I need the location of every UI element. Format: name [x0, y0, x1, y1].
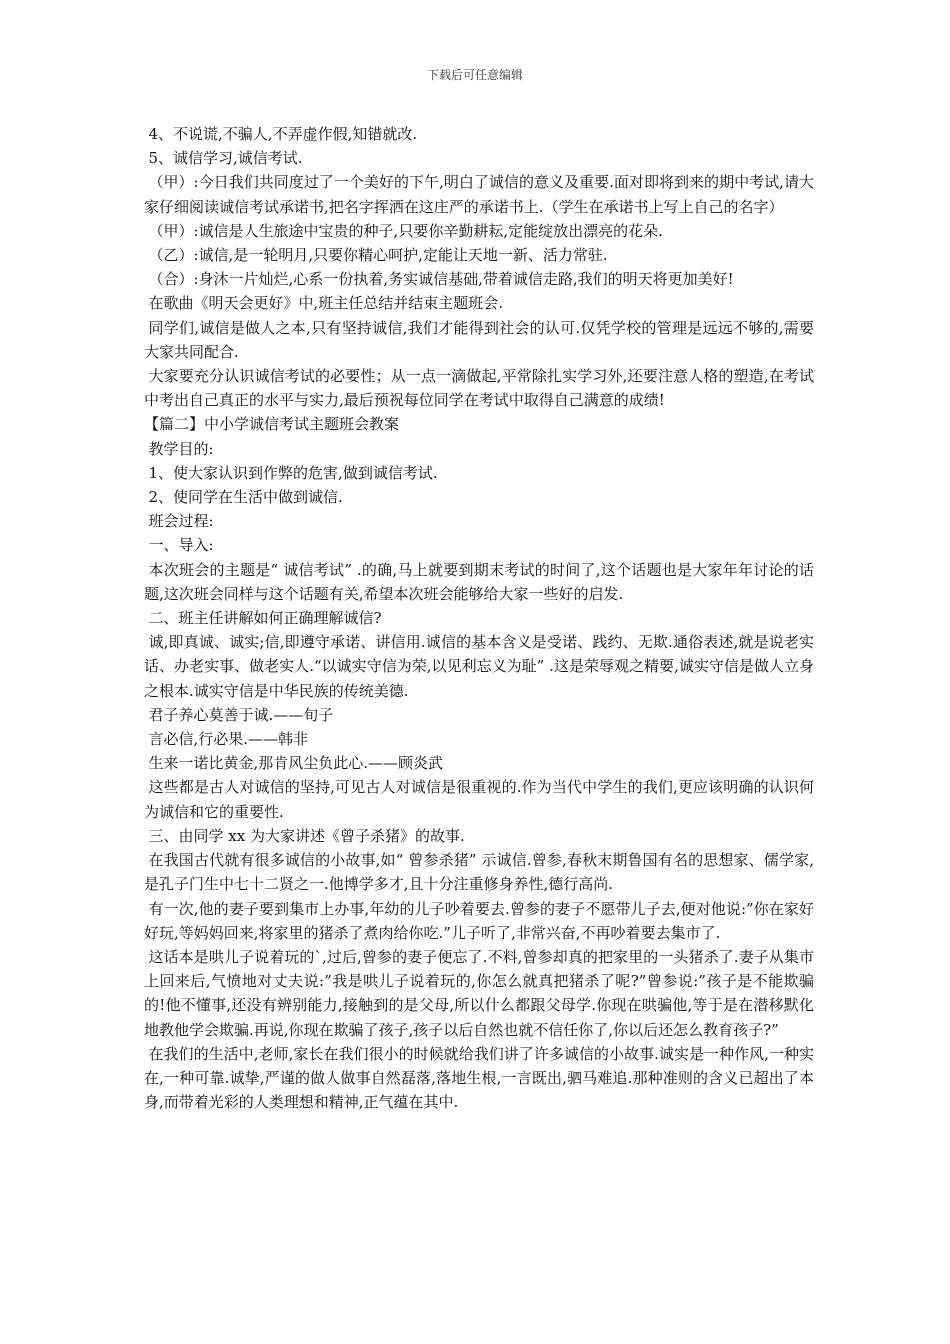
paragraph: 同学们,诚信是做人之本,只有坚持诚信,我们才能得到社会的认可.仅凭学校的管理是远远不够的,需要大家共同配合.: [144, 318, 814, 361]
paragraph: 三、由同学 xx 为大家讲述《曾子杀猪》的故事.: [148, 826, 465, 845]
paragraph: 1、使大家认识到作弊的危害,做到诚信考试.: [148, 463, 438, 482]
paragraph: 班会过程:: [148, 512, 214, 531]
paragraph: 这些都是古人对诚信的坚持,可见古人对诚信是很重视的.作为当代中学生的我们,更应该明确的认识何为诚信和它的重要性.: [144, 778, 814, 821]
quote-line: 生来一诺比黄金,那肯风尘负此心.——顾炎武: [148, 754, 444, 773]
paragraph: 在歌曲《明天会更好》中,班主任总结并结束主题班会.: [148, 294, 504, 313]
section-heading: 【篇二】中小学诚信考试主题班会教案: [144, 415, 400, 434]
paragraph: 教学目的:: [148, 439, 214, 458]
paragraph: 4、不说谎,不骗人,不弄虚作假,知错就改.: [148, 125, 418, 143]
paragraph: 5、诚信学习,诚信考试.: [148, 149, 303, 168]
paragraph: （甲）:今日我们共同度过了一个美好的下午,明白了诚信的意义及重要.面对即将到来的期中考试,请大家仔细阅读诚信考试承诺书,把名字挥洒在这庄严的承诺书上.（学生在承诺书上写上自己的名字）: [144, 173, 814, 216]
paragraph: 本次班会的主题是“ 诚信考试” .的确,马上就要到期末考试的时间了,这个话题也是大家年年讨论的话题,这次班会同样与这个话题有关,希望本次班会能够给大家一些好的启发.: [144, 560, 814, 603]
paragraph: 二、班主任讲解如何正确理解诚信?: [148, 609, 382, 628]
paragraph: （甲）:诚信是人生旅途中宝贵的种子,只要你辛勤耕耘,定能绽放出漂亮的花朵.: [148, 221, 663, 240]
paragraph: 这话本是哄儿子说着玩的`,过后,曾参的妻子便忘了.不料,曾参却真的把家里的一头猪杀了.妻子从集市上回来后,气愤地对丈夫说:”我是哄儿子说着玩的,你怎么就真把猪杀了呢?”曾参说:”孩子是不能欺骗的!他不懂事,还没有辨别能力,接触到的是父母,所以什么都跟父母学.你现在哄骗他,等于是在潜移默化地教他学会欺骗.再说,你现在欺骗了孩子,孩子以后自然也就不信任你了,你以后还怎么教育孩子?”: [144, 947, 814, 1039]
paragraph: （乙）:诚信,是一轮明月,只要你精心呵护,定能让天地一新、活力常驻.: [148, 246, 608, 265]
paragraph: 诚,即真诚、诚实;信,即遵守承诺、讲信用.诚信的基本含义是受诺、践约、无欺.通俗表述,就是说老实话、办老实事、做老实人.“以诚实守信为荣,以见利忘义为耻” .这是荣辱观之精要,诚实守信是做人立身之根本.诚实守信是中华民族的传统美德.: [144, 633, 814, 700]
quote-line: 君子养心莫善于诚.——旬子: [148, 705, 334, 724]
paragraph: 2、使同学在生活中做到诚信.: [148, 488, 343, 507]
paragraph: 大家要充分认识诚信考试的必要性；从一点一滴做起,平常除扎实学习外,还要注意人格的塑造,在考试中考出自己真正的水平与实力,最后预祝每位同学在考试中取得自己满意的成绩!: [144, 367, 814, 410]
paragraph: （合）:身沐一片灿烂,心系一份执着,务实诚信基础,带着诚信走路,我们的明天将更加美好!: [148, 270, 734, 289]
page-header: 下载后可任意编辑: [426, 68, 523, 82]
paragraph: 在我们的生活中,老师,家长在我们很小的时候就给我们讲了许多诚信的小故事.诚实是一种作风,一种实在,一种可靠.诚挚,严谨的做人做事自然磊落,落地生根,一言既出,驷马难追.那种准则的含义已超出了本身,而带着光彩的人类理想和精神,正气蕴在其中.: [144, 1044, 814, 1112]
paragraph: 有一次,他的妻子要到集市上办事,年幼的儿子吵着要去.曾参的妻子不愿带儿子去,便对他说:”你在家好好玩,等妈妈回来,将家里的猪杀了煮肉给你吃.”儿子听了,非常兴奋,不再吵着要去集市了.: [144, 899, 814, 942]
paragraph: 一、导入:: [148, 536, 214, 555]
quote-line: 言必信,行必果.——韩非: [148, 730, 309, 749]
paragraph: 在我国古代就有很多诚信的小故事,如“ 曾参杀猪” 示诚信.曾参,春秋末期鲁国有名的思想家、儒学家,是孔子门生中七十二贤之一.他博学多才,且十分注重修身养性,德行高尚.: [144, 851, 814, 894]
document-body: [144, 122, 814, 1114]
